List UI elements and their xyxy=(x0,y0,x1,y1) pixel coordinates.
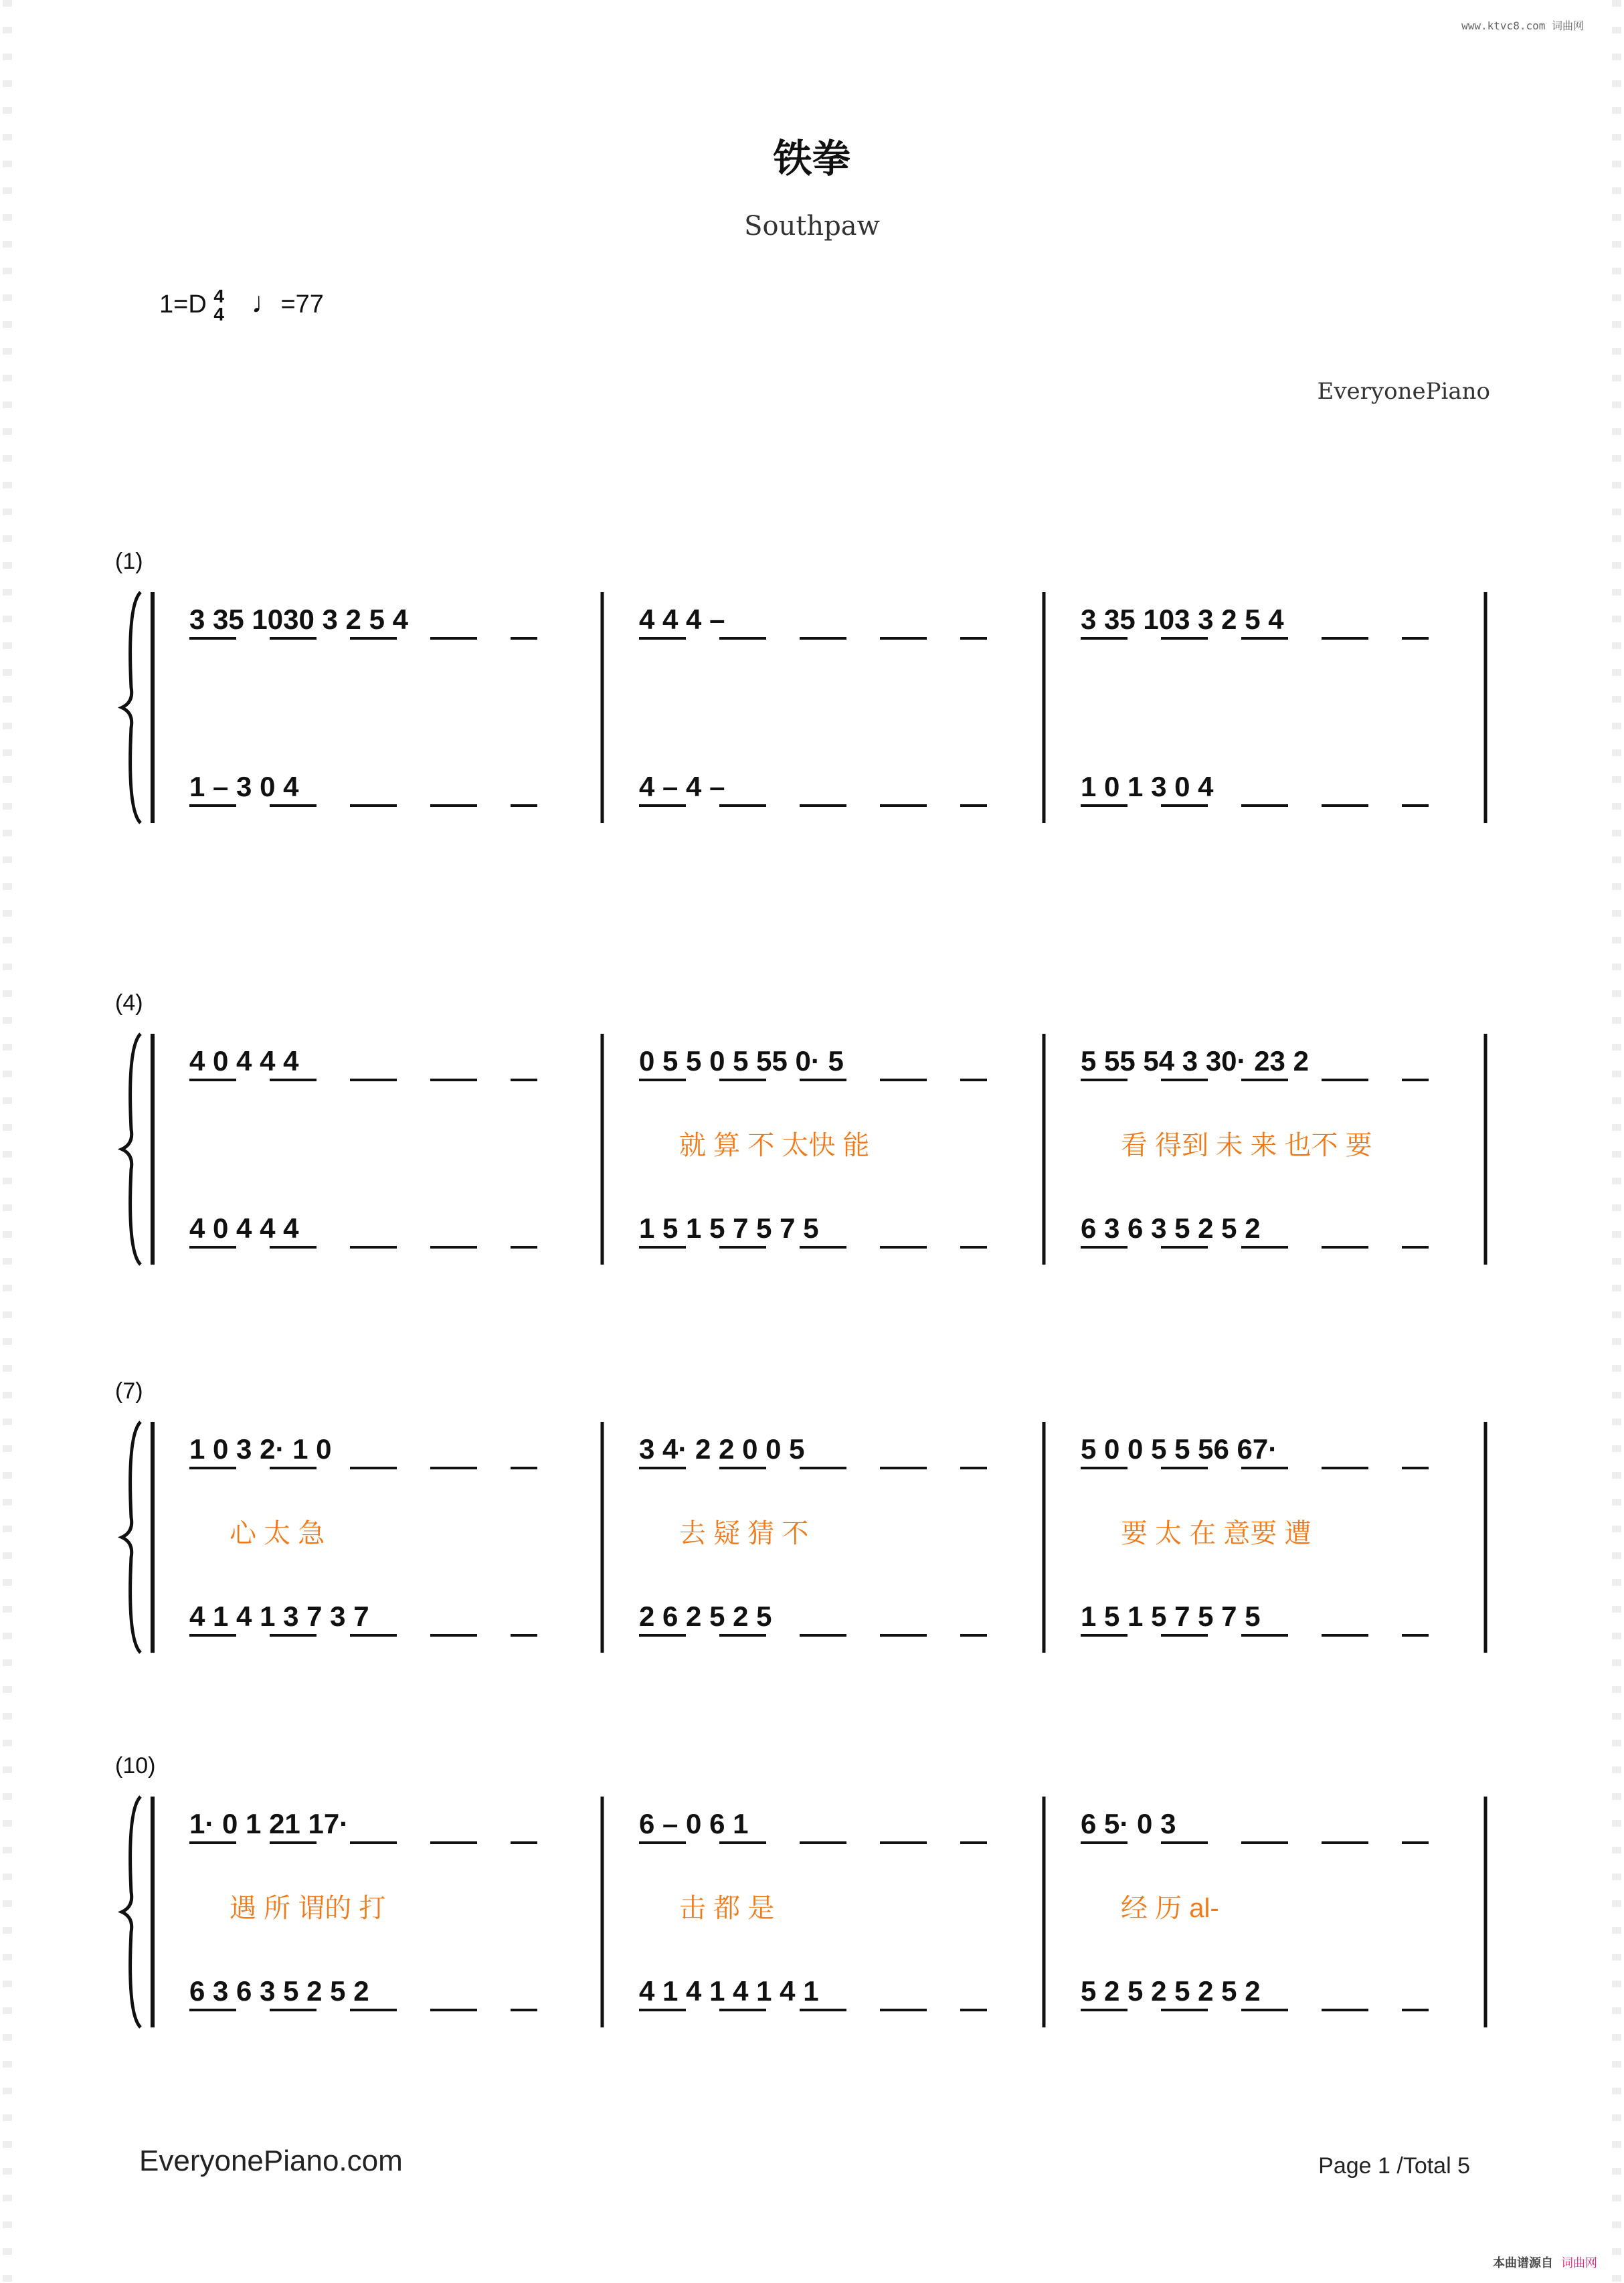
bass-measure: 6 3 6 3 5 2 5 2 xyxy=(1081,1212,1261,1244)
treble-measure: 4 0 4 4 4 xyxy=(189,1045,299,1077)
treble-measure: 1 0 3 2· 1 0 xyxy=(189,1433,332,1465)
page-subtitle: Southpaw xyxy=(744,211,880,242)
bass-measure: 5 2 5 2 5 2 5 2 xyxy=(1081,1975,1261,2007)
treble-measure: 5 0 0 5 5 56 67· xyxy=(1081,1433,1278,1465)
source-watermark: 本曲谱源自 词曲网 xyxy=(1493,2256,1597,2270)
page-title: 铁拳 xyxy=(773,136,851,181)
bass-measure: 6 3 6 3 5 2 5 2 xyxy=(189,1975,369,2007)
measure-number: (10) xyxy=(115,1753,156,1778)
bass-measure: 1 5 1 5 7 5 7 5 xyxy=(639,1212,819,1244)
system-2 xyxy=(115,990,1485,1265)
treble-measure: 1· 0 1 21 17· xyxy=(189,1808,349,1839)
bass-measure: 1 – 3 0 4 xyxy=(189,771,299,802)
site-watermark: www.ktvc8.com 词曲网 xyxy=(1461,19,1584,32)
treble-measure: 6 – 0 6 1 xyxy=(639,1808,749,1839)
bass-measure: 4 0 4 4 4 xyxy=(189,1212,299,1244)
bass-measure: 4 – 4 – xyxy=(639,771,725,802)
treble-measure: 3 35 103 3 2 5 4 xyxy=(1081,604,1284,635)
bass-measure: 1 0 1 3 0 4 xyxy=(1081,771,1214,802)
treble-measure: 3 4· 2 2 0 0 5 xyxy=(639,1433,805,1465)
measure-number: (7) xyxy=(115,1378,143,1404)
lyric-line: 经 历 al- xyxy=(1121,1894,1219,1923)
measure-number: (4) xyxy=(115,990,143,1016)
bass-measure: 4 1 4 1 3 7 3 7 xyxy=(189,1601,369,1632)
lyric-line: 就 算 不 太快 能 xyxy=(679,1131,870,1160)
quarter-note-icon: ♩ xyxy=(251,286,281,319)
treble-measure: 0 5 5 0 5 55 0· 5 xyxy=(639,1045,844,1077)
treble-measure: 6 5· 0 3 xyxy=(1081,1808,1176,1839)
treble-measure: 4 4 4 – xyxy=(639,604,725,635)
page-number: Page 1 /Total 5 xyxy=(1318,2153,1470,2179)
arranger: EveryonePiano xyxy=(1317,378,1490,405)
bass-measure: 1 5 1 5 7 5 7 5 xyxy=(1081,1601,1261,1632)
system-3 xyxy=(115,1378,1485,1653)
lyric-line: 击 都 是 xyxy=(679,1894,775,1923)
system-4 xyxy=(115,1753,1485,2027)
treble-measure: 5 55 54 3 30· 23 2 xyxy=(1081,1045,1309,1077)
lyric-line: 要 太 在 意要 遭 xyxy=(1121,1519,1312,1548)
bass-measure: 4 1 4 1 4 1 4 1 xyxy=(639,1975,819,2007)
footer-site[interactable]: EveryonePiano.com xyxy=(139,2144,403,2177)
measure-number: (1) xyxy=(115,549,143,574)
lyric-line: 遇 所 谓的 打 xyxy=(230,1894,386,1923)
time-signature: 4 4 xyxy=(213,286,224,325)
lyric-line: 去 疑 猜 不 xyxy=(679,1519,809,1548)
lyric-line: 看 得到 未 来 也不 要 xyxy=(1121,1131,1372,1160)
lyric-line: 心 太 急 xyxy=(230,1519,325,1548)
tempo-value: =77 xyxy=(280,290,324,318)
treble-measure: 3 35 1030 3 2 5 4 xyxy=(189,604,408,635)
system-1 xyxy=(115,549,1485,823)
key-signature: 1=D xyxy=(159,290,207,318)
bass-measure: 2 6 2 5 2 5 xyxy=(639,1601,772,1632)
